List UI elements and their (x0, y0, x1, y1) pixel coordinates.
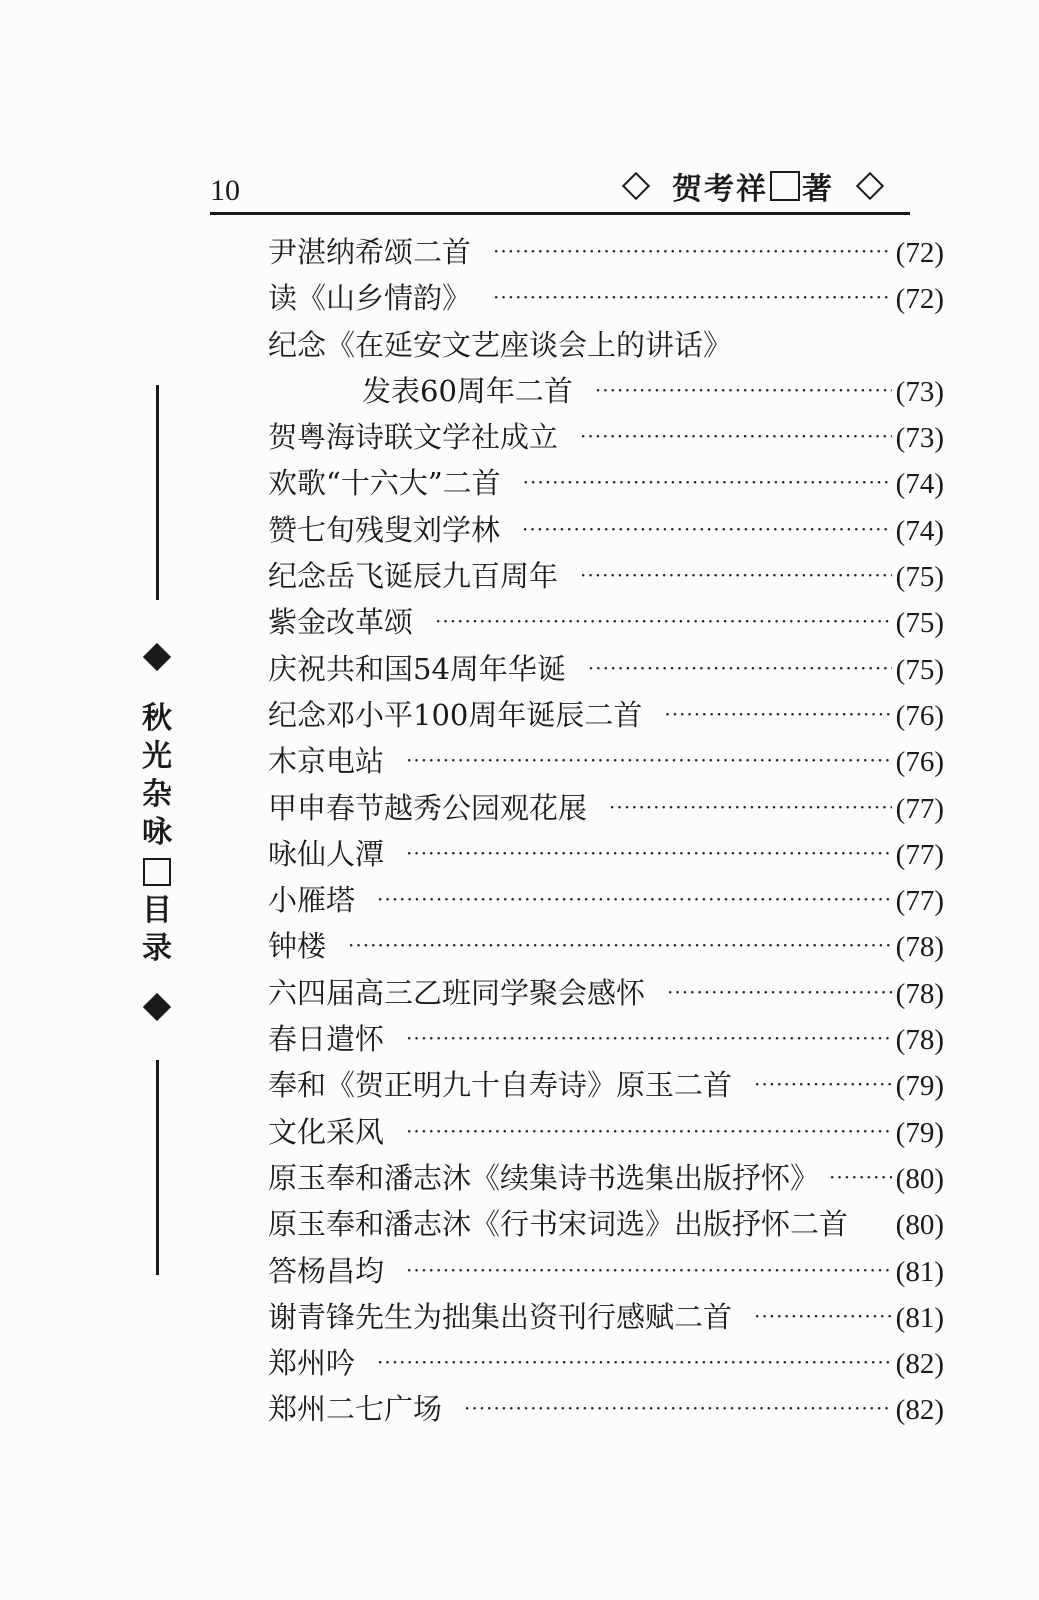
toc-entry-title: 紫金改革颂 (268, 605, 414, 640)
toc-entry-page: (77) (895, 885, 944, 918)
toc-entry-title: 六四届高三乙班同学聚会感怀 (268, 975, 646, 1010)
toc-entry-title: 纪念《在延安文艺座谈会上的讲话》 (268, 327, 733, 362)
toc-entry[interactable] (268, 554, 944, 600)
toc-leader-dots (406, 1026, 892, 1050)
side-decoration (135, 385, 179, 1275)
side-rule-bottom (156, 1060, 159, 1275)
toc-entry-page: (75) (895, 607, 944, 640)
toc-entry-page: (82) (895, 1394, 944, 1427)
toc-leader-dots (667, 980, 892, 1004)
toc-entry[interactable] (268, 1156, 944, 1202)
toc-entry-title: 原玉奉和潘志沐《续集诗书选集出版抒怀》 (268, 1160, 820, 1195)
diamond-outline-icon (622, 172, 650, 200)
toc-entry[interactable] (268, 786, 944, 832)
toc-leader-dots (754, 1072, 892, 1096)
page-header (210, 168, 910, 215)
toc-entry[interactable] (268, 1341, 944, 1387)
side-char: 目 (142, 893, 172, 928)
toc-entry-title: 纪念岳飞诞辰九百周年 (268, 559, 559, 594)
toc-entry-page: (78) (895, 1024, 944, 1057)
toc-entry-title: 谢青锋先生为拙集出资刊行感赋二首 (268, 1299, 733, 1334)
diamond-filled-icon (143, 643, 171, 671)
box-separator-icon (143, 858, 171, 886)
toc-entry-title: 甲申春节越秀公园观花展 (268, 790, 588, 825)
toc-entry[interactable] (268, 369, 944, 415)
toc-entry-page: (77) (895, 838, 944, 871)
toc-entry-title: 原玉奉和潘志沐《行书宋词选》出版抒怀二首 (268, 1207, 849, 1242)
toc-entry[interactable] (268, 739, 944, 785)
toc-entry-page: (78) (895, 977, 944, 1010)
toc-entry-page: (80) (895, 1162, 944, 1195)
toc-leader-dots (348, 933, 892, 957)
toc-leader-dots (406, 748, 892, 772)
toc-entry-page: (76) (895, 699, 944, 732)
toc-entry[interactable] (268, 230, 944, 276)
toc-leader-dots (754, 1304, 892, 1328)
toc-entry[interactable] (268, 647, 944, 693)
toc-entry-page: (74) (895, 468, 944, 501)
toc-entry-page: (78) (895, 931, 944, 964)
toc-leader-dots (406, 1119, 892, 1143)
toc-entry-page: (73) (895, 422, 944, 455)
header-author-block (618, 164, 888, 208)
toc-entry[interactable] (268, 323, 944, 369)
toc-leader-dots (609, 795, 892, 819)
box-separator-icon (770, 171, 800, 201)
diamond-outline-icon (856, 172, 884, 200)
toc-entry-title: 木京电站 (268, 744, 385, 779)
toc-entry-page: (81) (895, 1255, 944, 1288)
toc-entry-page: (75) (895, 653, 944, 686)
toc-entry-page: (75) (895, 561, 944, 594)
toc-entry[interactable] (268, 1295, 944, 1341)
toc-entry-page: (80) (895, 1209, 944, 1242)
toc-entry-page: (82) (895, 1348, 944, 1381)
toc-entry[interactable] (268, 832, 944, 878)
toc-leader-dots (522, 517, 892, 541)
author-suffix: 著 (802, 172, 834, 207)
side-char: 光 (142, 739, 172, 774)
toc-leader-dots (406, 1258, 892, 1282)
toc-entry-title: 奉和《贺正明九十自寿诗》原玉二首 (268, 1068, 733, 1103)
toc-leader-dots (464, 1396, 892, 1420)
toc-leader-dots (580, 424, 892, 448)
toc-entry[interactable] (268, 924, 944, 970)
toc-leader-dots (377, 1350, 892, 1374)
toc-entry-title: 春日遣怀 (268, 1022, 385, 1057)
toc-entry-page: (77) (895, 792, 944, 825)
toc-entry-title: 庆祝共和国54周年华诞 (268, 651, 566, 686)
toc-leader-dots (406, 841, 892, 865)
toc-entry[interactable] (268, 1017, 944, 1063)
table-of-contents (268, 230, 944, 1434)
side-char: 杂 (142, 777, 172, 812)
toc-leader-dots (580, 563, 892, 587)
toc-entry[interactable] (268, 461, 944, 507)
toc-entry-title: 赞七旬残叟刘学林 (268, 512, 501, 547)
toc-entry-page: (76) (895, 746, 944, 779)
toc-entry-page: (79) (895, 1116, 944, 1149)
toc-entry-title: 纪念邓小平100周年诞辰二首 (268, 697, 643, 732)
toc-entry[interactable] (268, 1387, 944, 1433)
toc-entry-title: 郑州二七广场 (268, 1392, 443, 1427)
toc-leader-dots (493, 239, 892, 263)
toc-entry[interactable] (268, 1249, 944, 1295)
toc-entry-title: 答杨昌均 (268, 1253, 385, 1288)
toc-entry-title: 文化采风 (268, 1114, 385, 1149)
toc-entry-title: 小雁塔 (268, 883, 356, 918)
side-char: 咏 (142, 815, 172, 850)
toc-entry-page: (72) (895, 283, 944, 316)
toc-leader-dots (435, 609, 892, 633)
toc-entry-title: 钟楼 (268, 929, 327, 964)
toc-entry[interactable] (268, 508, 944, 554)
toc-leader-dots (588, 656, 892, 680)
toc-entry-page: (73) (895, 375, 944, 408)
toc-entry[interactable] (268, 878, 944, 924)
toc-entry-page: (72) (895, 237, 944, 269)
toc-entry[interactable] (268, 1063, 944, 1109)
side-char: 录 (142, 931, 172, 966)
toc-leader-dots (523, 470, 892, 494)
toc-leader-dots (377, 887, 892, 911)
toc-entry[interactable] (268, 276, 944, 322)
diamond-filled-icon (143, 993, 171, 1021)
toc-leader-dots (595, 378, 892, 402)
toc-leader-dots (664, 702, 891, 726)
toc-entry[interactable] (268, 971, 944, 1017)
toc-entry-title: 尹湛纳希颂二首 (268, 235, 472, 269)
side-book-title (137, 700, 177, 968)
author-name: 贺考祥 (672, 172, 768, 207)
page-number: 10 (210, 174, 240, 207)
toc-entry-page: (81) (895, 1301, 944, 1334)
side-rule-top (156, 385, 159, 600)
toc-entry-title: 发表60周年二首 (362, 373, 573, 408)
toc-entry-title: 咏仙人潭 (268, 836, 385, 871)
toc-entry-title: 贺粤海诗联文学社成立 (268, 420, 559, 455)
side-char: 秋 (142, 701, 172, 736)
toc-entry-title: 读《山乡情韵》 (268, 281, 472, 316)
toc-entry[interactable] (268, 1110, 944, 1156)
toc-leader-dots (493, 285, 892, 309)
toc-entry[interactable] (268, 415, 944, 461)
toc-entry[interactable] (268, 1202, 944, 1248)
toc-entry[interactable] (268, 693, 944, 739)
toc-entry-page: (79) (895, 1070, 944, 1103)
toc-leader-dots (829, 1165, 892, 1189)
toc-entry[interactable] (268, 600, 944, 646)
toc-entry-page: (74) (895, 514, 944, 547)
toc-entry-title: 欢歌“十六大”二首 (268, 466, 501, 501)
header-author (672, 164, 834, 208)
toc-entry-title: 郑州吟 (268, 1346, 356, 1381)
